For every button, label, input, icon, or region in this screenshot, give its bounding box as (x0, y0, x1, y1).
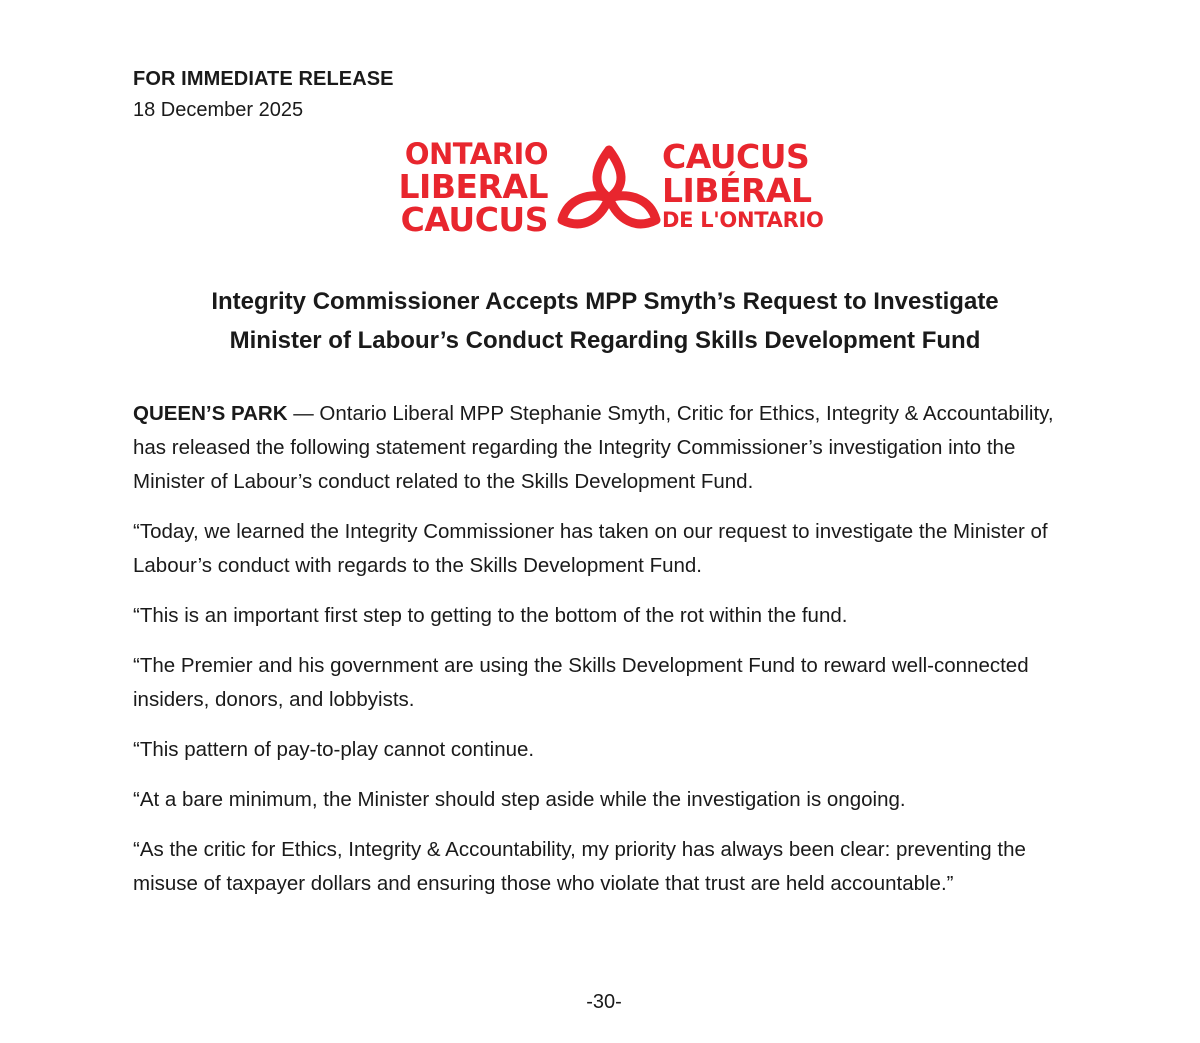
release-label: FOR IMMEDIATE RELEASE (133, 68, 394, 90)
release-date: 18 December 2025 (133, 99, 304, 121)
intro-text: — Ontario Liberal MPP Stephanie Smyth, Critic for Ethics, Integrity & Accountability, has released the following statement regarding the Integrity Commissioner’s investigation into the Minister of Labour’s conduct related to the Skills Development Fund. (133, 402, 1054, 493)
dateline: QUEEN’S PARK (133, 402, 288, 425)
logo-word-liberal: LIBERAL (398, 167, 548, 206)
logo-word-ontario: ONTARIO (404, 137, 548, 171)
quote-paragraph-1: “Today, we learned the Integrity Commissioner has taken on our request to investigate the Minister of Labour’s conduct with regards to the Skills Development Fund. (133, 520, 1048, 577)
trillium-icon (554, 142, 664, 238)
ontario-liberal-caucus-logo (376, 137, 836, 240)
press-release-body (133, 397, 1083, 917)
logo-word-caucus: CAUCUS (400, 200, 548, 239)
logo-english-wordmark (376, 137, 548, 239)
headline (100, 282, 1110, 360)
logo-word-caucus-fr: CAUCUS (662, 137, 810, 176)
quote-paragraph-5: “At a bare minimum, the Minister should step aside while the investigation is ongoing. (133, 788, 906, 811)
quote-paragraph-3: “The Premier and his government are using the Skills Development Fund to reward well-connected insiders, donors, and lobbyists. (133, 654, 1029, 711)
intro-paragraph (133, 397, 1083, 499)
headline-line-2: Minister of Labour’s Conduct Regarding Skills Development Fund (229, 327, 981, 354)
logo-word-de-lontario: DE L'ONTARIO (662, 208, 824, 232)
end-mark: -30- (586, 991, 622, 1013)
quote-paragraph-6: “As the critic for Ethics, Integrity & Accountability, my priority has always been clear: preventing the misuse of taxpayer dollars and ensuring those who violate that trust are held accountable.” (133, 838, 1026, 895)
headline-line-1: Integrity Commissioner Accepts MPP Smyth’s Request to Investigate (211, 288, 999, 315)
logo-word-liberal-fr: LIBÉRAL (662, 171, 812, 210)
quote-paragraph-4: “This pattern of pay-to-play cannot continue. (133, 738, 535, 761)
logo-french-wordmark (662, 137, 852, 232)
quote-paragraph-2: “This is an important first step to getting to the bottom of the rot within the fund. (133, 604, 848, 627)
